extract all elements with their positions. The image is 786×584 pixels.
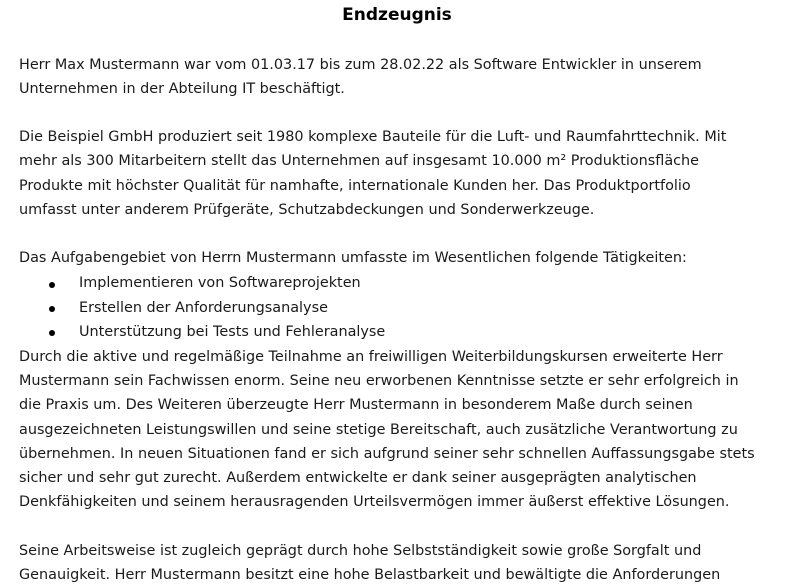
- bullet-icon: [49, 330, 55, 336]
- task-item-3: Unterstützung bei Tests und Fehleranalyse: [79, 324, 386, 340]
- task-item-1: Implementieren von Softwareprojekten: [79, 275, 361, 291]
- document-title: Endzeugnis: [342, 5, 452, 25]
- paragraph-3-line-5: übernehmen. In neuen Situationen fand er sich aufgrund seiner sehr schnellen Auffassungsgabe stets: [19, 446, 755, 462]
- paragraph-3-line-4: ausgezeichneten Leistungswillen und seine stetige Bereitschaft, auch zusätzliche Verantwortung zu: [19, 422, 738, 438]
- paragraph-1-line-2: Unternehmen in der Abteilung IT beschäftigt.: [19, 81, 345, 97]
- paragraph-3-line-3: die Praxis um. Des Weiteren überzeugte Herr Mustermann in besonderem Maße durch seinen: [19, 397, 693, 413]
- paragraph-3-line-2: Mustermann sein Fachwissen enorm. Seine neu erworbenen Kenntnisse setzte er sehr erfolgreich in: [19, 373, 739, 389]
- paragraph-3-line-6: sicher und sehr gut zurecht. Außerdem entwickelte er dank seiner ausgeprägten analytischen: [19, 470, 697, 486]
- paragraph-4-line-2: Genauigkeit. Herr Mustermann besitzt eine hohe Belastbarkeit und bewältigte die Anforderungen: [19, 567, 721, 583]
- task-item-2: Erstellen der Anforderungsanalyse: [79, 300, 328, 316]
- bullet-icon: [49, 282, 55, 288]
- paragraph-4-line-1: Seine Arbeitsweise ist zugleich geprägt durch hohe Selbstständigkeit sowie große Sorgfalt und: [19, 543, 702, 559]
- paragraph-2-line-3: Produkte mit höchster Qualität für namhafte, internationale Kunden her. Das Produktportfolio: [19, 178, 691, 194]
- paragraph-1-line-1: Herr Max Mustermann war vom 01.03.17 bis zum 28.02.22 als Software Entwickler in unserem: [19, 57, 702, 73]
- paragraph-3-line-1: Durch die aktive und regelmäßige Teilnahme an freiwilligen Weiterbildungskursen erweiterte Herr: [19, 349, 723, 365]
- bullet-icon: [49, 306, 55, 312]
- tasks-intro: Das Aufgabengebiet von Herrn Mustermann umfasste im Wesentlichen folgende Tätigkeiten:: [19, 250, 687, 266]
- paragraph-2-line-4: umfasst unter anderem Prüfgeräte, Schutzabdeckungen und Sonderwerkzeuge.: [19, 202, 595, 218]
- paragraph-2-line-2: mehr als 300 Mitarbeitern stellt das Unternehmen auf insgesamt 10.000 m² Produktionsfläche: [19, 153, 700, 169]
- paragraph-2-line-1: Die Beispiel GmbH produziert seit 1980 komplexe Bauteile für die Luft- und Raumfahrttechnik. Mit: [19, 129, 727, 145]
- paragraph-3-line-7: Denkfähigkeiten und seinem herausragenden Urteilsvermögen immer äußerst effektive Lösungen.: [19, 494, 730, 510]
